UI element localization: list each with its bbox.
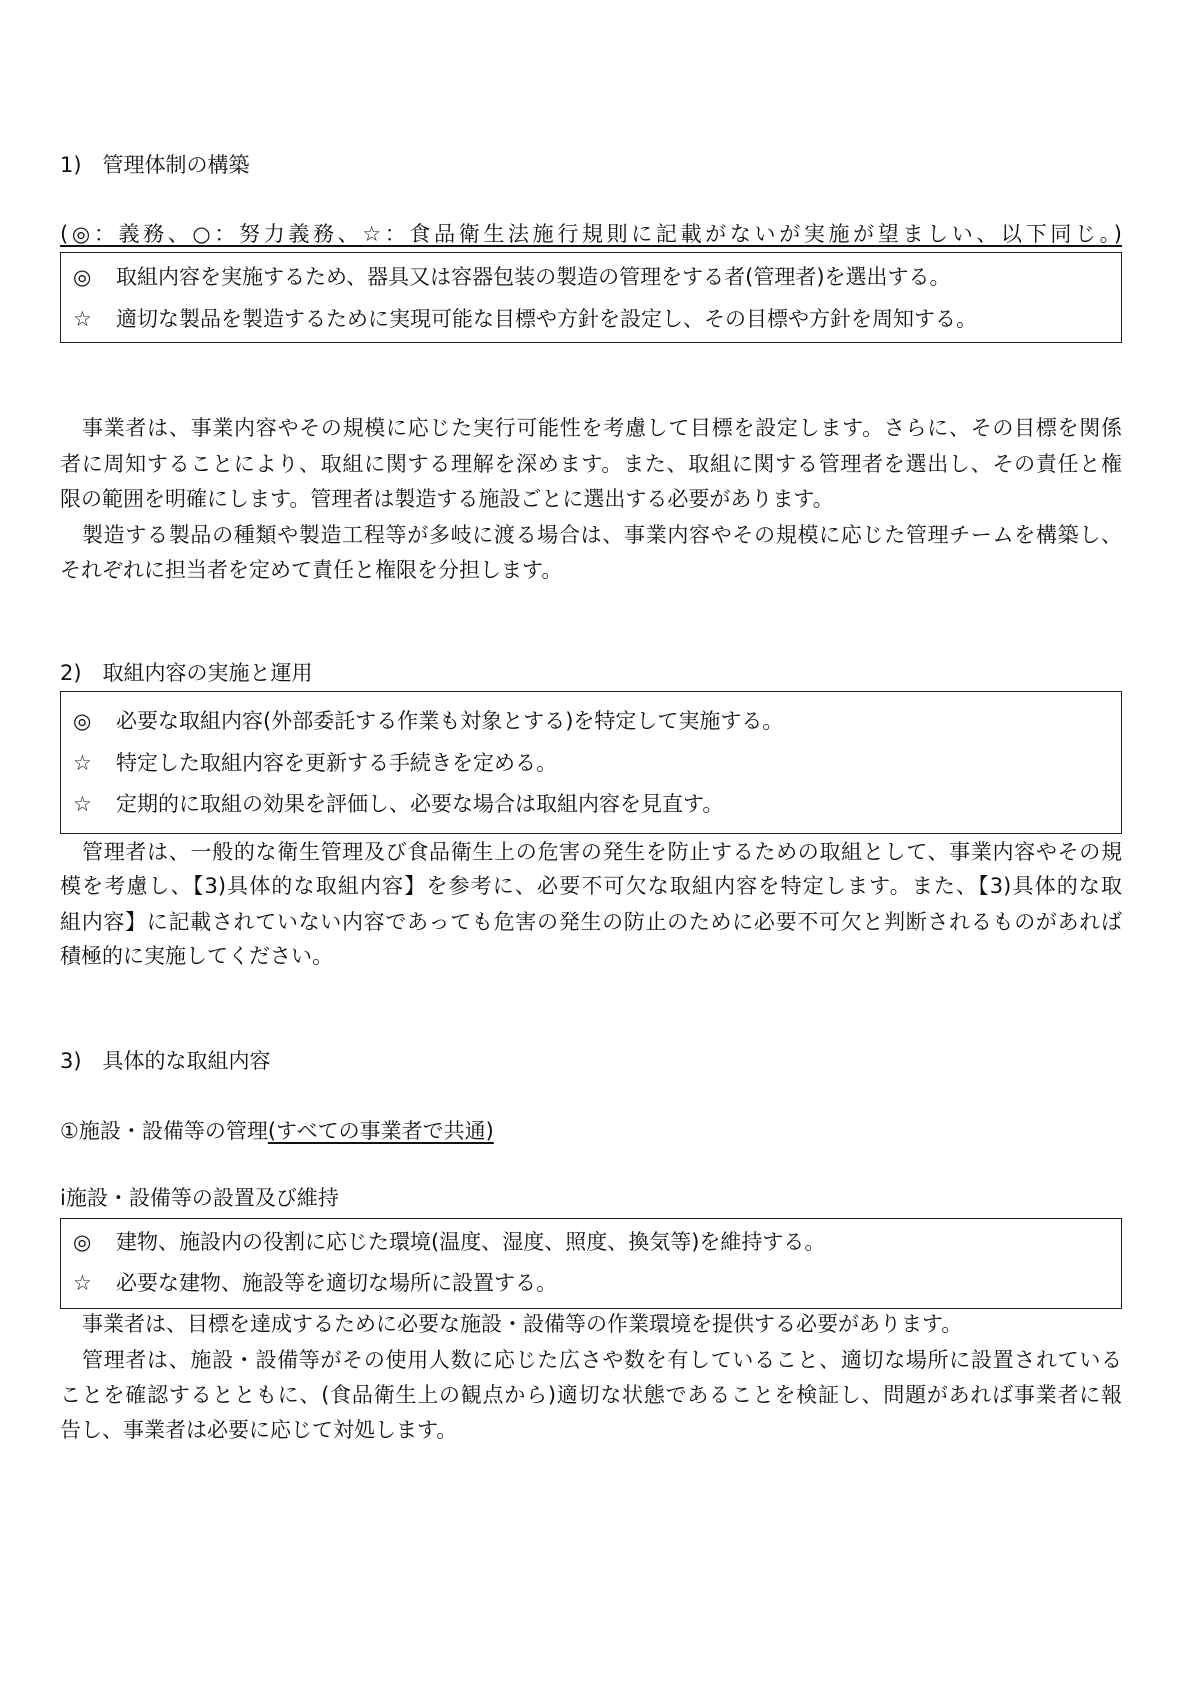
requirement-item: 必要な建物、施設等を適切な場所に設置する。 [116,1271,557,1295]
body-line: それぞれに担当者を定めて責任と権限を分担します。 [60,558,563,582]
section-3-heading: 3) 具体的な取組内容 [60,1049,271,1073]
requirements-box-2 [60,691,1122,834]
body-line: 告し、事業者は必要に応じて対処します。 [60,1418,458,1442]
requirement-item: 適切な製品を製造するために実現可能な目標や方針を設定し、その目標や方針を周知する。 [116,307,977,331]
body-line: 積極的に実施してください。 [60,944,333,968]
body-line: 事業者は、目標を達成するために必要な施設・設備等の作業環境を提供する必要があります。 [82,1312,963,1336]
section-1-heading: 1) 管理体制の構築 [60,153,250,177]
section-2-heading: 2) 取組内容の実施と運用 [60,661,313,685]
requirement-item: 取組内容を実施するため、器具又は容器包装の製造の管理をする者(管理者)を選出する。 [116,265,951,289]
body-line: 者に周知することにより、取組に関する理解を深めます。また、取組に関する管理者を選出し、その責任と権 [60,452,1122,476]
requirement-item: 建物、施設内の役割に応じた環境(温度、湿度、照度、換気等)を維持する。 [116,1230,826,1254]
body-line: 限の範囲を明確にします。管理者は製造する施設ごとに選出する必要があります。 [60,487,834,511]
subheading-title: ①施設・設備等の管理 [60,1119,268,1143]
star-icon: ☆ [73,307,92,331]
subsubheading: ⅰ施設・設備等の設置及び維持 [60,1186,339,1210]
mandatory-icon: ◎ [73,1230,92,1254]
star-icon: ☆ [73,792,92,816]
body-line: 模を考慮し、【3)具体的な取組内容】を参考に、必要不可欠な取組内容を特定します。また、【3)具体的な取 [60,874,1122,898]
subheading-note: (すべての事業者で共通) [267,1119,494,1143]
requirement-item: 特定した取組内容を更新する手続きを定める。 [116,751,557,775]
requirements-box-3 [60,1218,1122,1309]
body-line: ことを確認するとともに、(食品衛生上の観点から)適切な状態であることを検証し、問題があれば事業者に報 [60,1383,1122,1407]
body-line: 製造する製品の種類や製造工程等が多岐に渡る場合は、事業内容やその規模に応じた管理チームを構築し、 [82,523,1122,547]
requirement-item: 必要な取組内容(外部委託する作業も対象とする)を特定して実施する。 [116,709,784,733]
requirements-box-1 [60,252,1122,343]
star-icon: ☆ [73,1271,92,1295]
mandatory-icon: ◎ [73,709,92,733]
requirement-item: 定期的に取組の効果を評価し、必要な場合は取組内容を見直す。 [116,792,724,816]
star-icon: ☆ [73,751,92,775]
subheading [60,1118,494,1144]
body-line: 組内容】に記載されていない内容であっても危害の発生の防止のために必要不可欠と判断されるものがあれば [60,910,1122,934]
mandatory-icon: ◎ [73,265,92,289]
body-line: 管理者は、一般的な衛生管理及び食品衛生上の危害の発生を防止するための取組として、事業内容やその規 [82,840,1122,864]
body-line: 事業者は、事業内容やその規模に応じた実行可能性を考慮して目標を設定します。さらに、その目標を関係 [82,416,1122,440]
legend-note: (◎：義務、○：努力義務、☆：食品衛生法施行規則に記載がないが実施が望ましい、以下同じ。) [60,222,1122,246]
body-line: 管理者は、施設・設備等がその使用人数に応じた広さや数を有していること、適切な場所に設置されている [82,1348,1122,1372]
